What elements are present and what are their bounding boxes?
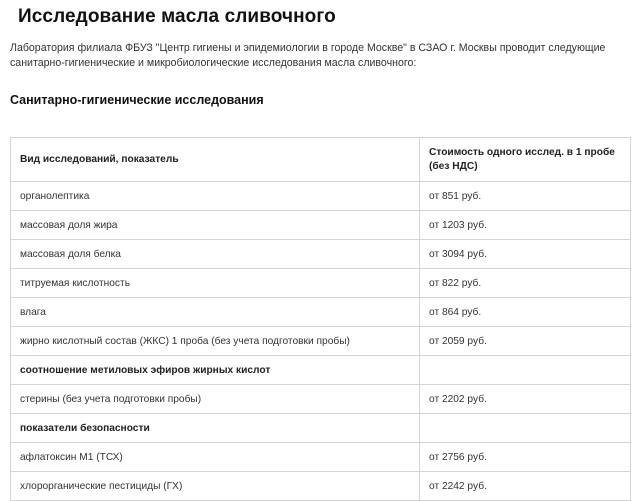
table-row [11,472,631,501]
table-row [11,327,631,356]
table-section-row [11,414,631,443]
price-table [10,137,631,501]
table-row [11,443,631,472]
row-name: показатели безопасности [11,414,420,443]
table-row [11,211,631,240]
table-row [11,298,631,327]
row-name: афлатоксин М1 (ТСХ) [11,443,420,472]
row-price [420,356,631,385]
table-row [11,269,631,298]
row-price: от 2756 руб. [420,443,631,472]
row-price: от 864 руб. [420,298,631,327]
table-row [11,385,631,414]
row-name: стерины (без учета подготовки пробы) [11,385,420,414]
row-name: титруемая кислотность [11,269,420,298]
row-name: массовая доля белка [11,240,420,269]
row-name: массовая доля жира [11,211,420,240]
row-price: от 2059 руб. [420,327,631,356]
row-price: от 851 руб. [420,182,631,211]
row-price [420,414,631,443]
table-header-row [11,138,631,182]
intro-paragraph: Лаборатория филиала ФБУЗ "Центр гигиены и эпидемиологии в городе Москве" в СЗАО г. Москвы проводит следующие санитарно-гигиенические и микробиологические исследования масла сливочного: [10,42,606,69]
row-name: влага [11,298,420,327]
row-name: органолептика [11,182,420,211]
page-title: Исследование масла сливочного [18,6,336,27]
header-price: Стоимость одного исслед. в 1 пробе (без НДС) [420,138,631,182]
row-price: от 2242 руб. [420,472,631,501]
row-price: от 3094 руб. [420,240,631,269]
row-name: соотношение метиловых эфиров жирных кислот [11,356,420,385]
row-price: от 1203 руб. [420,211,631,240]
table-row [11,240,631,269]
row-name: жирно кислотный состав (ЖКС) 1 проба (без учета подготовки пробы) [11,327,420,356]
table-row [11,182,631,211]
header-research-type: Вид исследований, показатель [11,138,420,182]
row-name: хлорорганические пестициды (ГХ) [11,472,420,501]
row-price: от 822 руб. [420,269,631,298]
table-section-row [11,356,631,385]
section-title: Санитарно-гигиенические исследования [10,93,264,107]
row-price: от 2202 руб. [420,385,631,414]
